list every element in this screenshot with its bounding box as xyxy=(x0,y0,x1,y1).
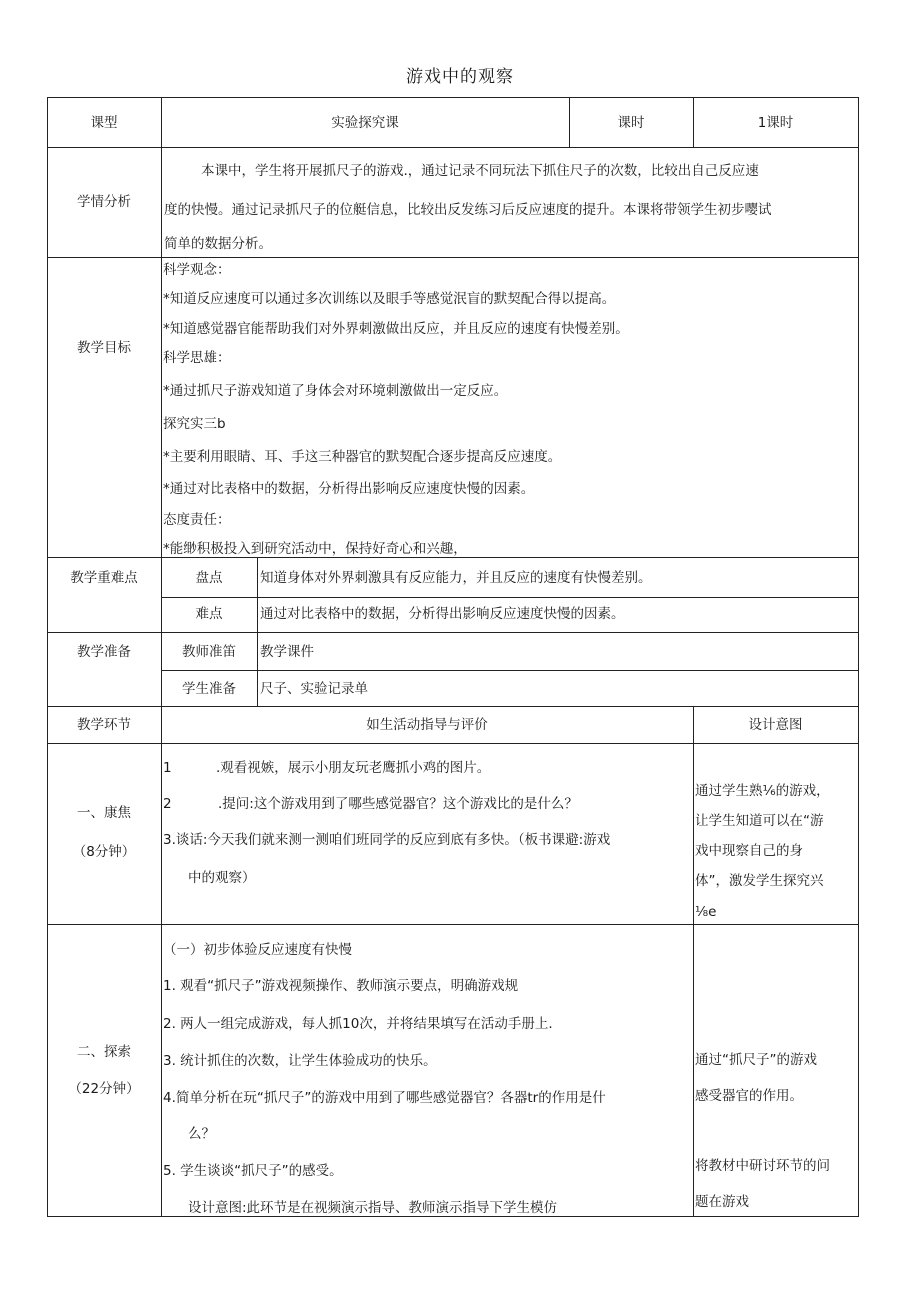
process-col-stage: 教学环节 xyxy=(77,717,131,733)
section1-intent-line: ⅛e xyxy=(695,904,717,920)
keypoints-label: 教学重难点 xyxy=(70,570,138,586)
objective-line: *通过对比表格中的数据，分析得出影响反应速度快慢的因素。 xyxy=(163,481,535,497)
section1-item-text: 3.谈话:今天我们就来测一测咱们班同学的反应到底有多快。（板书课避:游戏 xyxy=(163,832,611,848)
type-label: 课型 xyxy=(90,115,118,131)
page-title: 游戏中的观察 xyxy=(406,67,514,87)
section1-intent-line: 体”，激发学生探究兴 xyxy=(695,873,824,889)
section2-intent-line: 将教材中研讨环节的问 xyxy=(695,1158,830,1174)
section2-item: 1. 观看“抓尺子”游戏视频操作、教师演示要点，明确游戏规 xyxy=(163,978,519,994)
objective-line: *知道反应速度可以通过多次训练以及眼手等感觉泯盲的默契配合得以提高。 xyxy=(163,291,616,307)
key-point-label: 盘点 xyxy=(195,570,223,586)
difficulty-label: 难点 xyxy=(195,606,223,622)
analysis-line: 本课中，学生将开展抓尺子的游戏.，通过记录不同玩法下抓住尺子的次数，比较出自己反应速 xyxy=(201,163,759,179)
section1-intent-line: 让学生知道可以在“游 xyxy=(695,813,824,829)
section2-item: 么？ xyxy=(188,1126,215,1142)
analysis-label: 学情分析 xyxy=(77,194,131,210)
section2-item: 2. 两人一组完成游戏，每人抓10次，并将结果填写在活动手册上. xyxy=(163,1016,553,1032)
section2-item: 4.简单分析在玩“抓尺子”的游戏中用到了哪些感觉器官？各器tr的作用是什 xyxy=(163,1090,606,1106)
objective-line: *知道感觉器官能帮助我们对外界刺激做出反应，并且反应的速度有快慢差别。 xyxy=(163,321,629,337)
section1-item-num: 1 xyxy=(163,760,172,776)
section1-item-text: .观看视嫉，展示小朋友玩老鹰抓小鸡的图片。 xyxy=(216,760,491,776)
section1-intent-line: 戏中现察自己的身 xyxy=(695,843,803,859)
section2-item: 设计意图:此环节是在视频演示指导、教师演示指导下学生模仿 xyxy=(188,1200,558,1216)
section2-intent-line: 题在游戏 xyxy=(695,1194,749,1210)
objective-line: 科学观念： xyxy=(163,262,231,278)
section2-item: 3. 统计抓住的次数，让学生体验成功的快乐。 xyxy=(163,1053,437,1069)
key-point-text: 知道身体对外界刺激具有反应能力，并且反应的速度有快慢差别。 xyxy=(260,570,652,586)
section1-intent-line: 通过学生熟⅙的游戏， xyxy=(695,783,830,799)
difficulty-text: 通过对比表格中的数据，分析得出影响反应速度快慢的因素。 xyxy=(260,606,625,622)
objective-line: 态度责任： xyxy=(163,512,231,528)
hours-label: 课时 xyxy=(617,115,645,131)
hours-value: 1课时 xyxy=(757,115,794,131)
student-prep-label: 学生准备 xyxy=(182,681,236,697)
section1-item-num: 2 xyxy=(163,796,172,812)
type-value: 实验探究课 xyxy=(331,115,399,131)
process-col-activity: 如生活动指导与评价 xyxy=(366,717,488,733)
section1-time: （8分钟） xyxy=(72,844,136,860)
section2-item: 5. 学生谈谈“抓尺子”的感受。 xyxy=(163,1163,343,1179)
section2-item: （一）初步体验反应速度有快慢 xyxy=(163,942,352,958)
section2-time: （22分钟） xyxy=(68,1081,140,1097)
student-prep-text: 尺子、实验记录单 xyxy=(260,681,368,697)
analysis-line: 度的快慢。通过记录抓尺子的位艇信息，比较出反发练习后反应速度的提升。本课将带领学生初步嘤试 xyxy=(164,202,772,218)
section2-intent-line: 通过“抓尺子”的游戏 xyxy=(695,1052,817,1068)
section2-name: 二、探索 xyxy=(77,1044,131,1060)
process-col-intent: 设计意图 xyxy=(748,717,803,733)
section1-item-text: .提问:这个游戏用到了哪些感觉器官？这个游戏比的是什么？ xyxy=(218,796,578,812)
objective-line: *通过抓尺子游戏知道了身体会对环境刺激做出一定反应。 xyxy=(163,383,508,399)
objective-line: *能缈积极投入到研究活动中，保持好奇心和兴趣， xyxy=(163,541,467,557)
objectives-label: 教学目标 xyxy=(77,340,131,356)
analysis-line: 简单的数据分析。 xyxy=(164,236,272,252)
objective-line: 科学思雄： xyxy=(163,350,231,366)
objective-line: 探究实三b xyxy=(163,416,226,432)
section1-item-text: 中的观察） xyxy=(188,870,256,886)
teacher-prep-text: 教学课件 xyxy=(260,644,314,660)
section1-name: 一、康焦 xyxy=(77,805,131,821)
teacher-prep-label: 教师准笛 xyxy=(182,644,236,660)
objective-line: *主要利用眼睛、耳、手这三种器官的默契配合逐步提高反应速度。 xyxy=(163,449,562,465)
section2-intent-line: 感受器官的作用。 xyxy=(695,1088,803,1104)
prep-label: 教学准备 xyxy=(77,644,131,660)
